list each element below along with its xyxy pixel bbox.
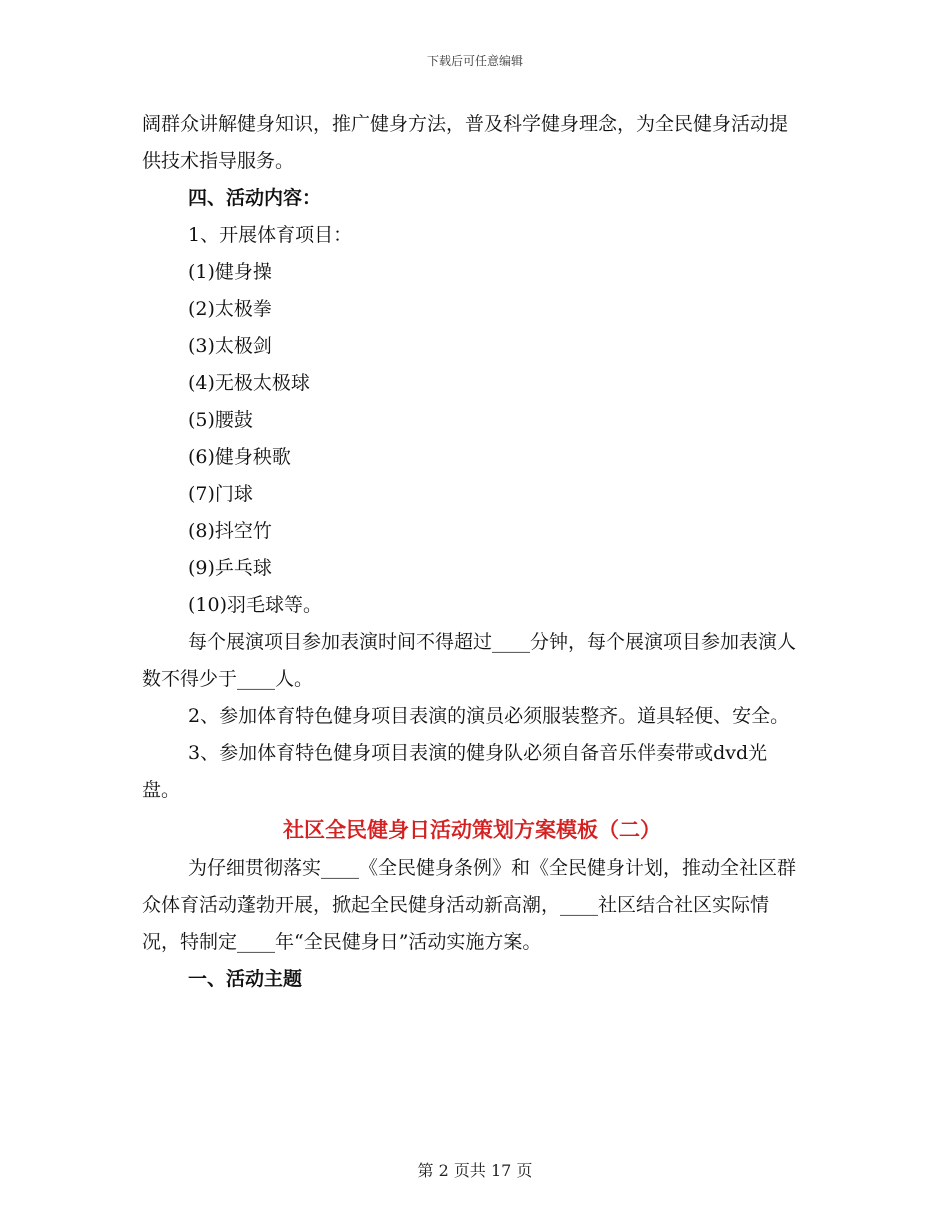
document-body: [142, 106, 802, 998]
list-item: (1)健身操: [188, 261, 272, 283]
list-item: (7)门球: [188, 483, 253, 505]
paragraph-intro: 为仔细贯彻落实____《全民健身条例》和《全民健身计划，推动全社区群众体育活动蓬勃开展，掀起全民健身活动新高潮，____社区结合社区实际情况，特制定____年“全民健身日”活动实施方案。: [142, 857, 797, 953]
document-title-2: 社区全民健身日活动策划方案模板（二）: [283, 817, 661, 842]
section-heading-4: 四、活动内容：: [188, 187, 322, 209]
list-item: (8)抖空竹: [188, 520, 272, 542]
list-item: (9)乒乓球: [188, 557, 272, 579]
page-header: 下载后可任意编辑: [426, 54, 523, 68]
list-item: (10)羽毛球等。: [188, 594, 323, 616]
list-item: (3)太极剑: [188, 335, 272, 357]
subsection-2: 2、参加体育特色健身项目表演的演员必须服装整齐。道具轻便、安全。: [188, 705, 790, 727]
list-item: (4)无极太极球: [188, 372, 310, 394]
list-item: (2)太极拳: [188, 298, 272, 320]
list-item: (5)腰鼓: [188, 409, 253, 431]
list-item: (6)健身秧歌: [188, 446, 291, 468]
subsection-3: 3、参加体育特色健身项目表演的健身队必须自备音乐伴奏带或dvd光盘。: [142, 742, 768, 801]
subsection-1: 1、开展体育项目：: [188, 224, 353, 246]
paragraph-time-limit: 每个展演项目参加表演时间不得超过____分钟，每个展演项目参加表演人数不得少于____人。: [142, 631, 797, 690]
paragraph-continuation: 阔群众讲解健身知识，推广健身方法，普及科学健身理念，为全民健身活动提供技术指导服务。: [142, 113, 789, 172]
page-footer: 第 2 页共 17 页: [417, 1161, 533, 1180]
section-heading-1: 一、活动主题: [188, 968, 303, 990]
